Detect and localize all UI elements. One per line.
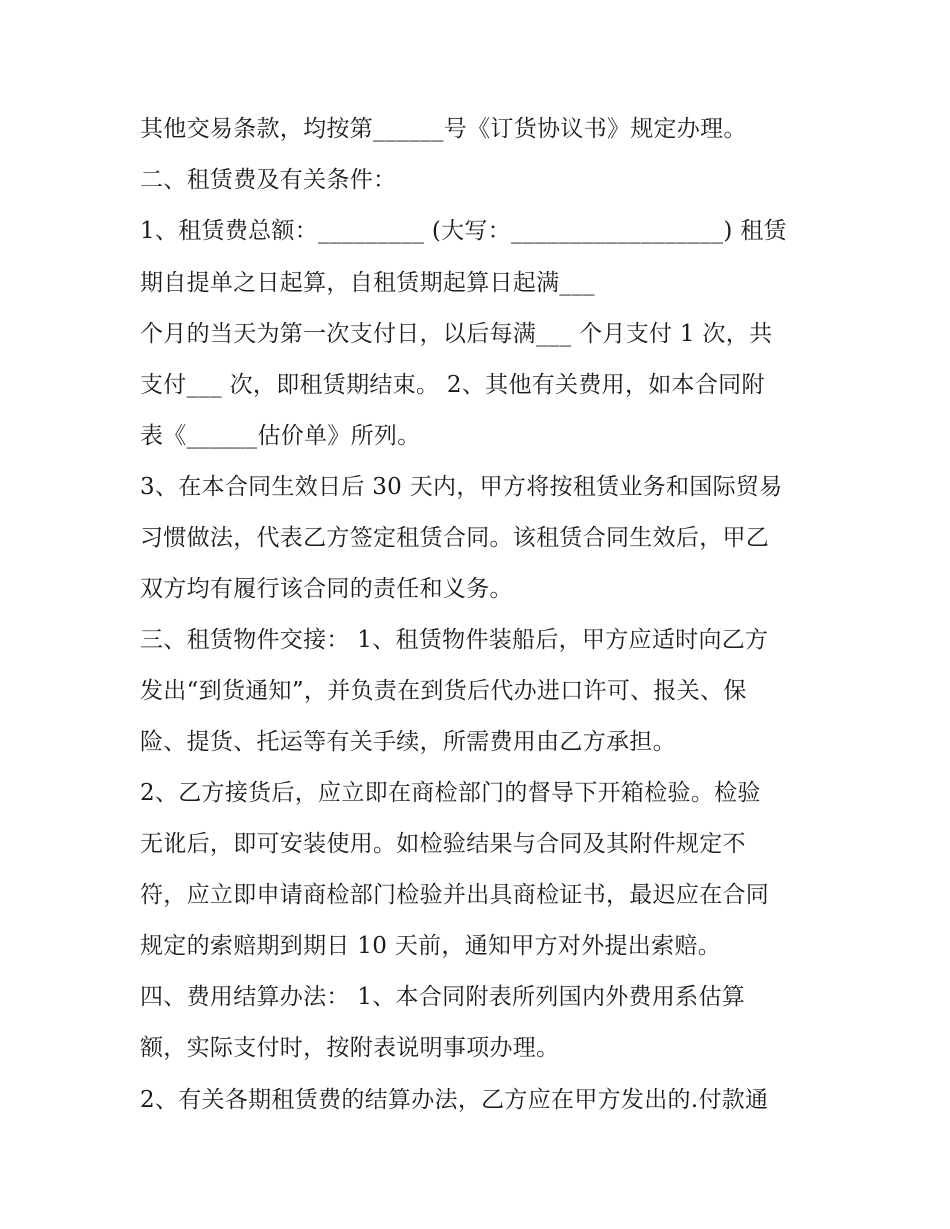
section-heading: 四、费用结算办法： 1、本合同附表所列国内外费用系估算 (140, 984, 746, 1010)
text-line: 规定的索赔期到期日 10 天前，通知甲方对外提出索赔。 (140, 933, 721, 959)
text-line: 2、有关各期租赁费的结算办法，乙方应在甲方发出的.付款通 (140, 1087, 769, 1113)
text-line: 支付___ 次，即租赁期结束。 2、其他有关费用，如本合同附 (140, 372, 765, 398)
text-line: 表《______估价单》所列。 (140, 423, 421, 449)
text-line: 2、乙方接货后，应立即在商检部门的督导下开箱检验。检验 (140, 780, 761, 806)
text-line: 符，应立即申请商检部门检验并出具商检证书，最迟应在合同 (140, 882, 770, 908)
text-line: 个月的当天为第一次支付日，以后每满___ 个月支付 1 次，共 (140, 321, 773, 347)
text-line: 双方均有履行该合同的责任和义务。 (140, 576, 513, 602)
section-heading: 三、租赁物件交接： 1、租赁物件装船后，甲方应适时向乙方 (140, 627, 769, 653)
text-line: 1、租赁费总额：_________ (大写：__________________) 租赁 (140, 218, 787, 244)
text-line: 期自提单之日起算，自租赁期起算日起满___ (140, 270, 595, 296)
text-line: 习惯做法，代表乙方签定租赁合同。该租赁合同生效后，甲乙 (140, 525, 770, 551)
text-line: 额，实际支付时，按附表说明事项办理。 (140, 1035, 560, 1061)
text-line: 其他交易条款，均按第______号《订货协议书》规定办理。 (140, 116, 747, 142)
text-line: 发出“到货通知”，并负责在到货后代办进口许可、报关、保 (140, 678, 747, 704)
text-line: 无讹后，即可安装使用。如检验结果与合同及其附件规定不 (140, 831, 746, 857)
text-line: 险、提货、托运等有关手续，所需费用由乙方承担。 (140, 729, 676, 755)
text-line: 3、在本合同生效日后 30 天内，甲方将按租赁业务和国际贸易 (140, 474, 783, 500)
section-heading: 二、租赁费及有关条件： (140, 167, 397, 193)
